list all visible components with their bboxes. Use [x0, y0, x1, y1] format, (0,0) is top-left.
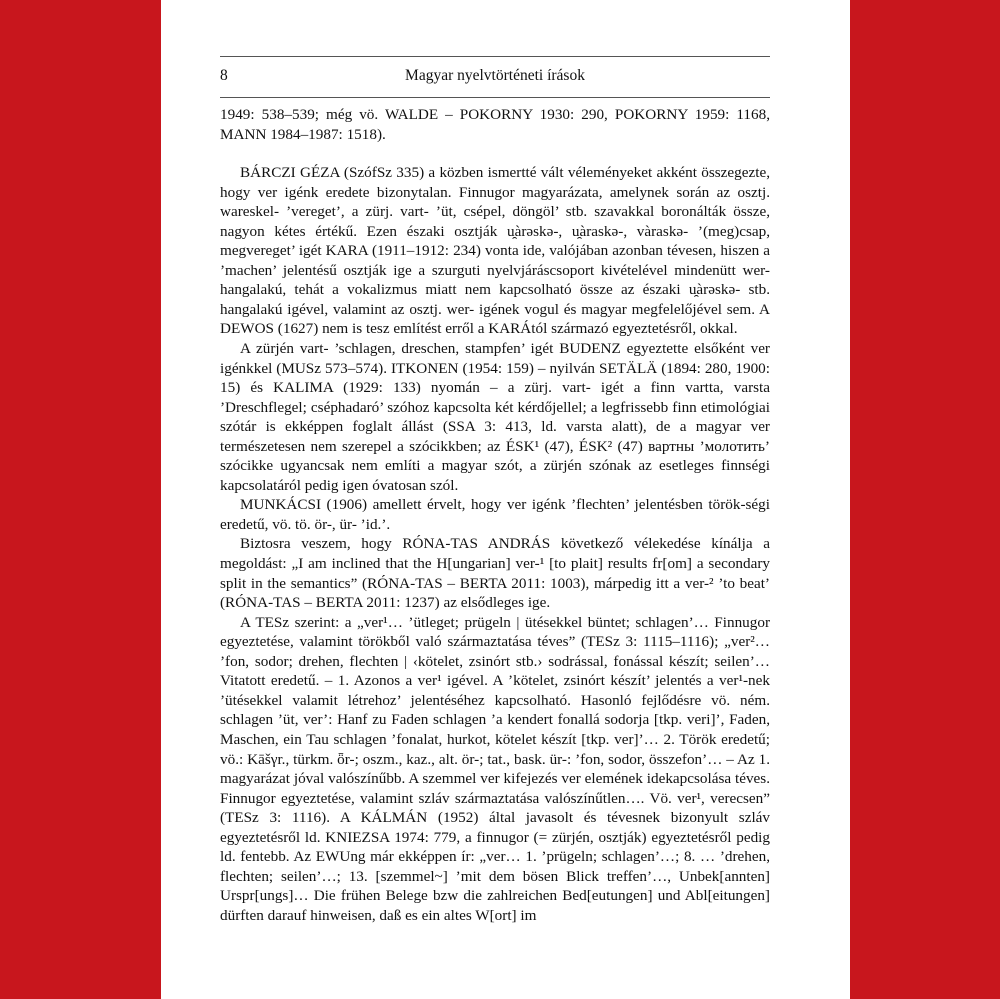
paragraph-munkacsi: MUNKÁCSI (1906) amellett érvelt, hogy ver igénk ’flechten’ jelentésben török-ségi eredetű, vö. tö. ör-, ür- ’id.’.	[220, 496, 770, 533]
header-rule-top	[220, 56, 770, 57]
running-head: Magyar nyelvtörténeti írások	[405, 67, 585, 84]
paragraph-barczi: BÁRCZI GÉZA (SzófSz 335) a közben ismertté vált véleményeket akként összegezte, hogy ver igénk eredete bizonytalan. Finnugor magyarázata, amelynek során az osztj. wareskel- ’vereget’, a zürj. vart- ’üt, csépel, döngöl’ stb. szavakkal boronálták össze, nagyon kétes értékű. Ezen északi osztják u̯àrəskə-, u̯àraskə-, vàraskə- ’(meg)csap, megvereget’ igét KARA (1911–1912: 234) vonta ide, valójában azonban tévesen, hiszen a ’machen’ jelentésű osztják ige a szurguti nyelvjáráscsoport kivételével mindenütt wer- hangalakú, tehát a vokalizmus miatt nem kapcsolható össze az északi u̯àrəskə- stb. hangalakú igével, valamint az osztj. wer- igének vogul és magyar megfelelőjével sem. A DEWOS (1627) nem is tesz említést erről a KARÁtól származó egyeztetésről, okkal.	[220, 164, 770, 338]
document-page	[161, 0, 850, 999]
paragraph-gap	[220, 144, 770, 163]
paragraph-tesz: A TESz szerint: a „ver¹… ’ütleget; prügeln | ütésekkel büntet; schlagen’… Finnugor egyeztetése, valamint törökből való származtatása téves” (TESz 3: 1115–1116); „ver²… ’fon, sodor; drehen, flechten | ‹kötelet, zsinórt stb.› sodrással, fonással készít; seilen’… Vitatott eredetű. – 1. Azonos a ver¹ igével. A ’kötelet, zsinórt készít’ jelentés a ver¹-nek ’ütésekkel valamit létrehoz’ jelentéséhez kapcsolható. Hasonló fejlődésre vö. ném. schlagen ’üt, ver’: Hanf zu Faden schlagen ’a kendert fonallá sodorja [tkp. veri]’, Faden, Maschen, ein Tau schlagen ’fonalat, hurkot, kötelet készít [tkp. ver]’… 2. Török eredetű; vö.: Kāšγr., türkm. ȫr-; oszm., kaz., alt. ör-; tat., bask. ür-: ’fon, sodor, összefon’… – Az 1. magyarázat jóval valószínűbb. A szemmel ver kifejezés ver elemének idekapcsolása téves. Finnugor egyeztetése, valamint szláv származtatása valószínűtlen…. Vö. ver¹, verecsen” (TESz 3: 1116). A KÁLMÁN (1952) által javasolt és tévesnek bizonyult szláv egyeztetésről ld. KNIEZSA 1974: 779, a finnugor (= zürjén, osztják) egyeztetésről pedig ld. fentebb. Az EWUng már ekképpen ír: „ver… 1. ’prügeln; schlagen’…; 8. … ’drehen, flechten; seilen’…; 13. [szemmel~] ’mit dem bösen Blick treffen’…, Unbek[annten] Urspr[ungs]… Die frühen Belege bzw die zahlreichen Bed[eutungen] und Abl[eitungen] dürften darauf hinweisen, daß es ein altes W[ort] im	[220, 613, 770, 924]
body-text	[220, 105, 770, 925]
paragraph-continuation: 1949: 538–539; még vö. WALDE – POKORNY 1930: 290, POKORNY 1959: 1168, MANN 1984–1987: 1518).	[220, 106, 770, 143]
paragraph-zurjen: A zürjén vart- ’schlagen, dreschen, stampfen’ igét BUDENZ egyeztette elsőként ver igénkkel (MUSz 573–574). ITKONEN (1954: 159) – nyilván SETÄLÄ (1894: 280, 1900: 15) és KALIMA (1929: 133) nyomán – a zürj. vart- igét a finn vartta, varsta ’Dreschflegel; cséphadaró’ szóhoz kapcsolta két kérdőjellel; a legfrissebb finn etimológiai szótár is ekképpen foglalt állást (SSA 3: 413, ld. varsta alatt), de a magyar ver természetesen nem szerepel a szócikkben; az ÉSK¹ (47), ÉSK² (47) вартны ’молотить’ szócikke ugyancsak nem említi a magyar szót, a zürjén szónak az esetleges finnségi kapcsolatáról pedig igen óvatosan szól.	[220, 340, 770, 494]
header-rule-bottom	[220, 97, 770, 98]
paragraph-rona-tas: Biztosra veszem, hogy RÓNA-TAS ANDRÁS következő vélekedése kínálja a megoldást: „I am inclined that the H[ungarian] ver-¹ [to plait] results fr[om] a secondary split in the semantics” (RÓNA-TAS – BERTA 2011: 1003), márpedig itt a ver-² ’to beat’ (RÓNA-TAS – BERTA 2011: 1237) az elsődleges ige.	[220, 535, 770, 612]
page-number: 8	[220, 67, 228, 84]
